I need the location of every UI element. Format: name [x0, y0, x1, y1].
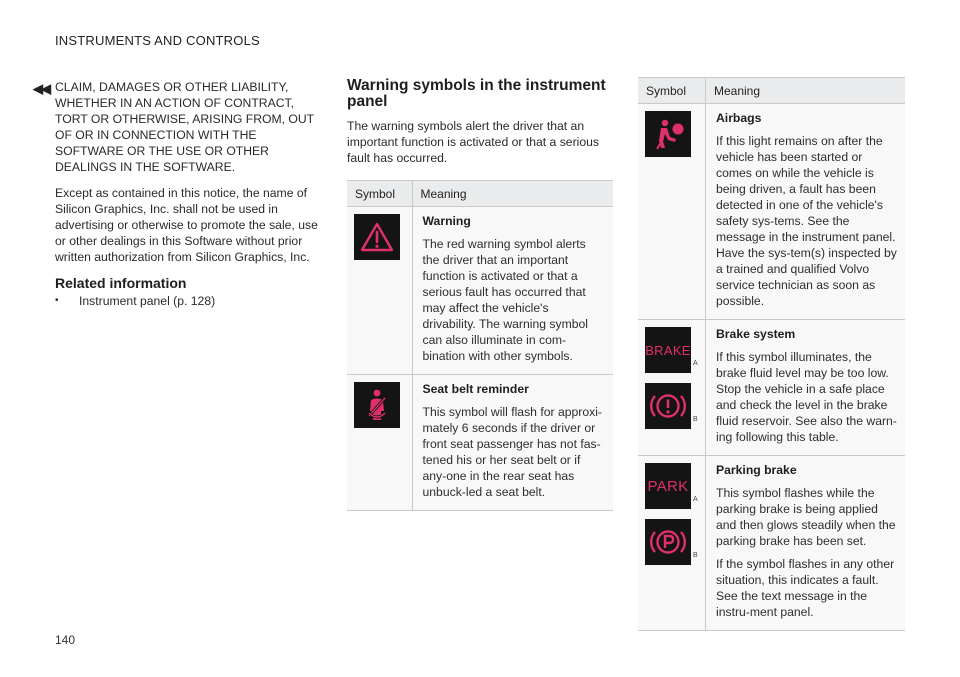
- row-title: Airbags: [716, 111, 762, 125]
- variant-marker: B: [693, 552, 698, 559]
- related-item[interactable]: [55, 293, 323, 309]
- intro-text: The warning symbols alert the driver that an important function is activated or that a serious fault has occurred.: [347, 119, 600, 165]
- variant-marker: A: [693, 360, 698, 367]
- related-item-link[interactable]: Instrument panel (p. 128): [79, 294, 216, 308]
- row-description: If the symbol flashes in any other situation, this indicates a fault. See the text message in the instru-ment panel.: [716, 557, 895, 619]
- warning-symbols-table-continued: [638, 77, 905, 631]
- row-description: The red warning symbol alerts the driver that an important function is activated or that a serious fault has occurred that may affect the vehicle's drivability. The warning symbol can also illuminate in com-bination with other symbols.: [422, 237, 589, 363]
- table-row: [638, 456, 905, 631]
- meaning-column-header: Meaning: [706, 78, 906, 104]
- brake-icon-label: BRAKE: [645, 342, 691, 358]
- brake-circle-icon: [645, 383, 691, 429]
- variant-marker: A: [693, 496, 698, 503]
- brake-text-icon: [645, 327, 691, 373]
- license-text: CLAIM, DAMAGES OR OTHER LIABILITY, WHETHER IN AN ACTION OF CONTRACT, TORT OR OTHERWISE, ARISING FROM, OUT OF OR IN CONNECTION WITH THE SOFTWARE OR THE USE OR OTHER DEALINGS IN THE SOFTWARE.: [55, 80, 314, 174]
- warning-triangle-icon: [354, 214, 400, 260]
- park-icon-label: PARK: [647, 477, 689, 495]
- table-header-row: [347, 181, 613, 207]
- symbol-cell: [638, 320, 706, 456]
- meaning-cell: [706, 104, 906, 320]
- related-information-heading: Related information: [55, 275, 187, 291]
- symbol-cell: [347, 375, 412, 511]
- symbol-column-header: Symbol: [347, 181, 412, 207]
- row-description: If this light remains on after the vehicle has been started or comes on while the vehicle is being driven, a fault has been detected in one of the vehicle's safety sys-tems. See the message in the instrument panel. Have the sys-tem(s) inspected by a trained and qualified Volvo service technician as soon as possible.: [716, 134, 897, 308]
- notice-text: Except as contained in this notice, the name of Silicon Graphics, Inc. shall not be used in advertising or otherwise to promote the sale, use or other dealings in this Software without prior written authorization from Silicon Graphics, Inc.: [55, 186, 318, 264]
- brake-circle-symbol: [645, 383, 699, 429]
- row-title: Parking brake: [716, 463, 797, 477]
- section-heading: Warning symbols in the instrument panel: [347, 77, 606, 110]
- park-text-icon: [645, 463, 691, 509]
- parking-brake-circle-icon: [645, 519, 691, 565]
- row-title: Seat belt reminder: [422, 382, 529, 396]
- symbol-cell: [347, 207, 412, 375]
- row-description: This symbol flashes while the parking brake is being applied and then glows steadily when the parking brake has been set.: [716, 486, 896, 548]
- meaning-cell: [706, 320, 906, 456]
- bullet-icon: •: [55, 295, 59, 306]
- meaning-cell: [412, 207, 613, 375]
- row-title: Brake system: [716, 327, 796, 341]
- continued-marker: ◀◀: [33, 81, 49, 96]
- table-row: [638, 320, 905, 456]
- seat-belt-icon: [354, 382, 400, 428]
- airbag-icon: [645, 111, 691, 157]
- table-row: [347, 375, 613, 511]
- symbol-cell: [638, 104, 706, 320]
- section-header: INSTRUMENTS AND CONTROLS: [55, 33, 260, 48]
- row-description: This symbol will flash for approxi-mately 6 seconds if the driver or front seat passenger has not fas-tened his or her seat belt or if any-one in the rear seat has unbuck-led a seat belt.: [422, 405, 602, 499]
- table-header-row: [638, 78, 905, 104]
- parking-brake-circle-symbol: [645, 519, 699, 565]
- left-column: [55, 79, 323, 309]
- brake-text-symbol: [645, 327, 699, 373]
- meaning-cell: [706, 456, 906, 631]
- table-row: [638, 104, 905, 320]
- table-row: [347, 207, 613, 375]
- row-description: If this symbol illuminates, the brake fluid level may be too low. Stop the vehicle in a safe place and check the level in the brake fluid reservoir. See also the warn-ing following this table.: [716, 350, 897, 444]
- symbol-column-header: Symbol: [638, 78, 706, 104]
- variant-marker: B: [693, 416, 698, 423]
- right-column: [638, 77, 905, 631]
- middle-column: [347, 78, 613, 511]
- meaning-column-header: Meaning: [412, 181, 613, 207]
- warning-symbols-table: [347, 180, 613, 511]
- page-number: 140: [55, 633, 76, 647]
- meaning-cell: [412, 375, 613, 511]
- symbol-cell: [638, 456, 706, 631]
- row-title: Warning: [422, 214, 471, 228]
- park-text-symbol: [645, 463, 699, 509]
